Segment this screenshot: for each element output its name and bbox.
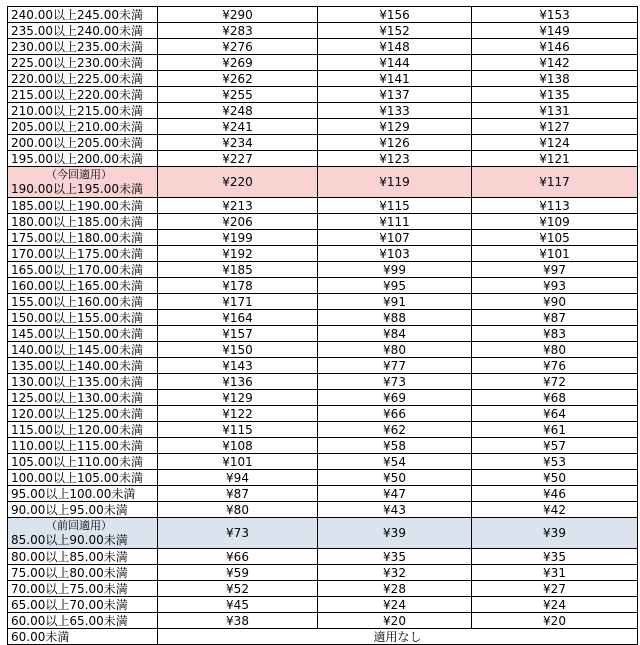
range-cell [8,597,158,613]
range-label: 200.00以上205.00未満 [11,135,143,150]
range-label: 185.00以上190.00未満 [11,198,143,213]
value-cell: ¥80 [472,342,638,358]
value-cell: ¥171 [158,294,318,310]
range-cell [8,230,158,246]
value-cell: ¥105 [472,230,638,246]
value-cell: ¥117 [472,167,638,198]
value-cell: ¥129 [158,390,318,406]
value-cell: ¥119 [318,167,472,198]
range-label: 165.00以上170.00未満 [11,262,143,277]
table-row [8,613,638,629]
range-cell [8,246,158,262]
range-label: 225.00以上230.00未満 [11,55,143,70]
value-cell: ¥109 [472,214,638,230]
value-cell: ¥73 [158,518,318,549]
value-cell: ¥88 [318,310,472,326]
table-row [8,486,638,502]
value-cell: ¥61 [472,422,638,438]
table-row [8,294,638,310]
range-label: 175.00以上180.00未満 [11,230,143,245]
range-label: 60.00以上65.00未満 [11,613,128,628]
value-cell: ¥133 [318,103,472,119]
value-cell: ¥103 [318,246,472,262]
table-row [8,342,638,358]
table-row [8,438,638,454]
value-cell: ¥115 [158,422,318,438]
table-row [8,518,638,549]
range-label: 170.00以上175.00未満 [11,246,143,261]
value-cell: ¥178 [158,278,318,294]
range-cell [8,342,158,358]
value-cell: ¥72 [472,374,638,390]
value-cell: ¥53 [472,454,638,470]
value-cell: ¥262 [158,71,318,87]
table-row [8,278,638,294]
value-cell: ¥39 [472,518,638,549]
range-label: 190.00以上195.00未満 [11,182,143,196]
table-row [8,565,638,581]
value-cell: ¥115 [318,198,472,214]
table-row [8,629,638,645]
value-cell: ¥87 [472,310,638,326]
value-cell: ¥28 [318,581,472,597]
range-cell [8,438,158,454]
range-label: 145.00以上150.00未満 [11,326,143,341]
table-row [8,230,638,246]
value-cell: ¥255 [158,87,318,103]
value-cell: ¥39 [318,518,472,549]
value-cell: ¥101 [158,454,318,470]
value-cell: ¥73 [318,374,472,390]
value-cell: ¥113 [472,198,638,214]
applied-note: （今回適用） [46,168,112,181]
table-row [8,71,638,87]
value-cell: ¥206 [158,214,318,230]
table-row [8,390,638,406]
value-cell: ¥52 [158,581,318,597]
table-row [8,454,638,470]
value-cell: ¥87 [158,486,318,502]
range-cell [8,406,158,422]
value-cell: ¥97 [472,262,638,278]
range-cell [8,486,158,502]
value-cell: ¥35 [472,549,638,565]
value-cell: ¥124 [472,135,638,151]
table-row [8,422,638,438]
value-cell: ¥20 [318,613,472,629]
value-cell: ¥135 [472,87,638,103]
table-row [8,549,638,565]
range-cell [8,454,158,470]
range-label: 85.00以上90.00未満 [11,533,128,547]
range-label: 65.00以上70.00未満 [11,597,128,612]
range-cell [8,326,158,342]
value-cell: ¥164 [158,310,318,326]
range-cell [8,470,158,486]
value-cell: ¥123 [318,151,472,167]
range-cell [8,502,158,518]
range-label: 210.00以上215.00未満 [11,103,143,118]
value-cell: ¥76 [472,358,638,374]
value-cell: ¥131 [472,103,638,119]
value-cell: ¥234 [158,135,318,151]
table-row [8,135,638,151]
value-cell: ¥157 [158,326,318,342]
table-row [8,374,638,390]
range-label: 155.00以上160.00未満 [11,294,143,309]
range-cell [8,390,158,406]
range-label: 205.00以上210.00未満 [11,119,143,134]
value-cell: ¥126 [318,135,472,151]
range-cell [8,518,158,549]
table-row [8,55,638,71]
value-cell: ¥32 [318,565,472,581]
range-label: 75.00以上80.00未満 [11,565,128,580]
value-cell: ¥93 [472,278,638,294]
value-cell: ¥38 [158,613,318,629]
table-row [8,326,638,342]
value-cell: ¥138 [472,71,638,87]
value-cell: ¥227 [158,151,318,167]
value-cell: ¥241 [158,119,318,135]
table-row [8,23,638,39]
surcharge-table [7,6,638,645]
surcharge-table-body [8,7,638,645]
value-cell: ¥59 [158,565,318,581]
range-cell [8,214,158,230]
value-cell: ¥290 [158,7,318,23]
value-cell: ¥149 [472,23,638,39]
value-cell: ¥50 [472,470,638,486]
value-cell: ¥199 [158,230,318,246]
range-label: 105.00以上110.00未満 [11,454,143,469]
value-cell: ¥108 [158,438,318,454]
value-cell: ¥276 [158,39,318,55]
range-cell [8,613,158,629]
value-cell: ¥24 [472,597,638,613]
range-label: 115.00以上120.00未満 [11,422,143,437]
table-row [8,597,638,613]
value-cell: ¥148 [318,39,472,55]
range-cell [8,119,158,135]
range-cell [8,167,158,198]
table-row [8,103,638,119]
range-cell [8,7,158,23]
range-label: 125.00以上130.00未満 [11,390,143,405]
value-cell: ¥111 [318,214,472,230]
range-label: 95.00以上100.00未満 [11,486,136,501]
table-row [8,581,638,597]
value-cell: ¥80 [158,502,318,518]
value-cell: ¥64 [472,406,638,422]
value-cell: ¥42 [472,502,638,518]
value-cell: ¥121 [472,151,638,167]
value-cell: ¥136 [158,374,318,390]
range-cell [8,565,158,581]
range-label: 215.00以上220.00未満 [11,87,143,102]
table-row [8,167,638,198]
range-cell [8,374,158,390]
value-cell: ¥35 [318,549,472,565]
value-cell: ¥45 [158,597,318,613]
table-row [8,406,638,422]
not-applicable-cell: 適用なし [158,629,638,645]
range-label: 100.00以上105.00未満 [11,470,143,485]
value-cell: ¥283 [158,23,318,39]
value-cell: ¥47 [318,486,472,502]
value-cell: ¥156 [318,7,472,23]
value-cell: ¥31 [472,565,638,581]
range-label: 220.00以上225.00未満 [11,71,143,86]
range-cell [8,23,158,39]
table-row [8,214,638,230]
value-cell: ¥62 [318,422,472,438]
table-row [8,470,638,486]
range-label: 140.00以上145.00未満 [11,342,143,357]
value-cell: ¥58 [318,438,472,454]
range-label: 195.00以上200.00未満 [11,151,143,166]
value-cell: ¥150 [158,342,318,358]
range-label: 230.00以上235.00未満 [11,39,143,54]
value-cell: ¥142 [472,55,638,71]
range-cell [8,39,158,55]
range-label: 120.00以上125.00未満 [11,406,143,421]
range-label: 110.00以上115.00未満 [11,438,143,453]
applied-note: （前回適用） [46,519,112,532]
value-cell: ¥54 [318,454,472,470]
value-cell: ¥141 [318,71,472,87]
value-cell: ¥95 [318,278,472,294]
value-cell: ¥90 [472,294,638,310]
value-cell: ¥192 [158,246,318,262]
table-row [8,7,638,23]
value-cell: ¥144 [318,55,472,71]
range-cell [8,71,158,87]
value-cell: ¥153 [472,7,638,23]
value-cell: ¥69 [318,390,472,406]
range-cell [8,629,158,645]
value-cell: ¥99 [318,262,472,278]
range-label: 80.00以上85.00未満 [11,549,128,564]
table-row [8,246,638,262]
range-label: 90.00以上95.00未満 [11,502,128,517]
range-label: 60.00未満 [11,629,70,644]
table-row [8,119,638,135]
range-cell [8,135,158,151]
range-label: 130.00以上135.00未満 [11,374,143,389]
table-row [8,151,638,167]
value-cell: ¥83 [472,326,638,342]
range-cell [8,294,158,310]
range-cell [8,55,158,71]
value-cell: ¥185 [158,262,318,278]
range-label: 240.00以上245.00未満 [11,7,143,22]
table-row [8,310,638,326]
table-row [8,87,638,103]
value-cell: ¥77 [318,358,472,374]
table-row [8,502,638,518]
value-cell: ¥80 [318,342,472,358]
value-cell: ¥127 [472,119,638,135]
range-label: 160.00以上165.00未満 [11,278,143,293]
range-cell [8,422,158,438]
table-row [8,358,638,374]
range-cell [8,549,158,565]
value-cell: ¥50 [318,470,472,486]
value-cell: ¥146 [472,39,638,55]
range-label: 180.00以上185.00未満 [11,214,143,229]
value-cell: ¥57 [472,438,638,454]
table-row [8,39,638,55]
value-cell: ¥269 [158,55,318,71]
value-cell: ¥27 [472,581,638,597]
value-cell: ¥220 [158,167,318,198]
value-cell: ¥46 [472,486,638,502]
range-cell [8,87,158,103]
value-cell: ¥122 [158,406,318,422]
range-cell [8,278,158,294]
range-cell [8,358,158,374]
value-cell: ¥152 [318,23,472,39]
range-label: 70.00以上75.00未満 [11,581,128,596]
range-label: 150.00以上155.00未満 [11,310,143,325]
value-cell: ¥107 [318,230,472,246]
value-cell: ¥91 [318,294,472,310]
value-cell: ¥137 [318,87,472,103]
value-cell: ¥24 [318,597,472,613]
value-cell: ¥20 [472,613,638,629]
range-cell [8,581,158,597]
value-cell: ¥213 [158,198,318,214]
value-cell: ¥68 [472,390,638,406]
range-cell [8,198,158,214]
value-cell: ¥43 [318,502,472,518]
value-cell: ¥143 [158,358,318,374]
range-cell [8,310,158,326]
value-cell: ¥94 [158,470,318,486]
table-row [8,198,638,214]
table-row [8,262,638,278]
value-cell: ¥66 [158,549,318,565]
range-label: 235.00以上240.00未満 [11,23,143,38]
range-cell [8,262,158,278]
value-cell: ¥129 [318,119,472,135]
range-label: 135.00以上140.00未満 [11,358,143,373]
range-cell [8,103,158,119]
value-cell: ¥248 [158,103,318,119]
value-cell: ¥66 [318,406,472,422]
range-cell [8,151,158,167]
value-cell: ¥84 [318,326,472,342]
value-cell: ¥101 [472,246,638,262]
